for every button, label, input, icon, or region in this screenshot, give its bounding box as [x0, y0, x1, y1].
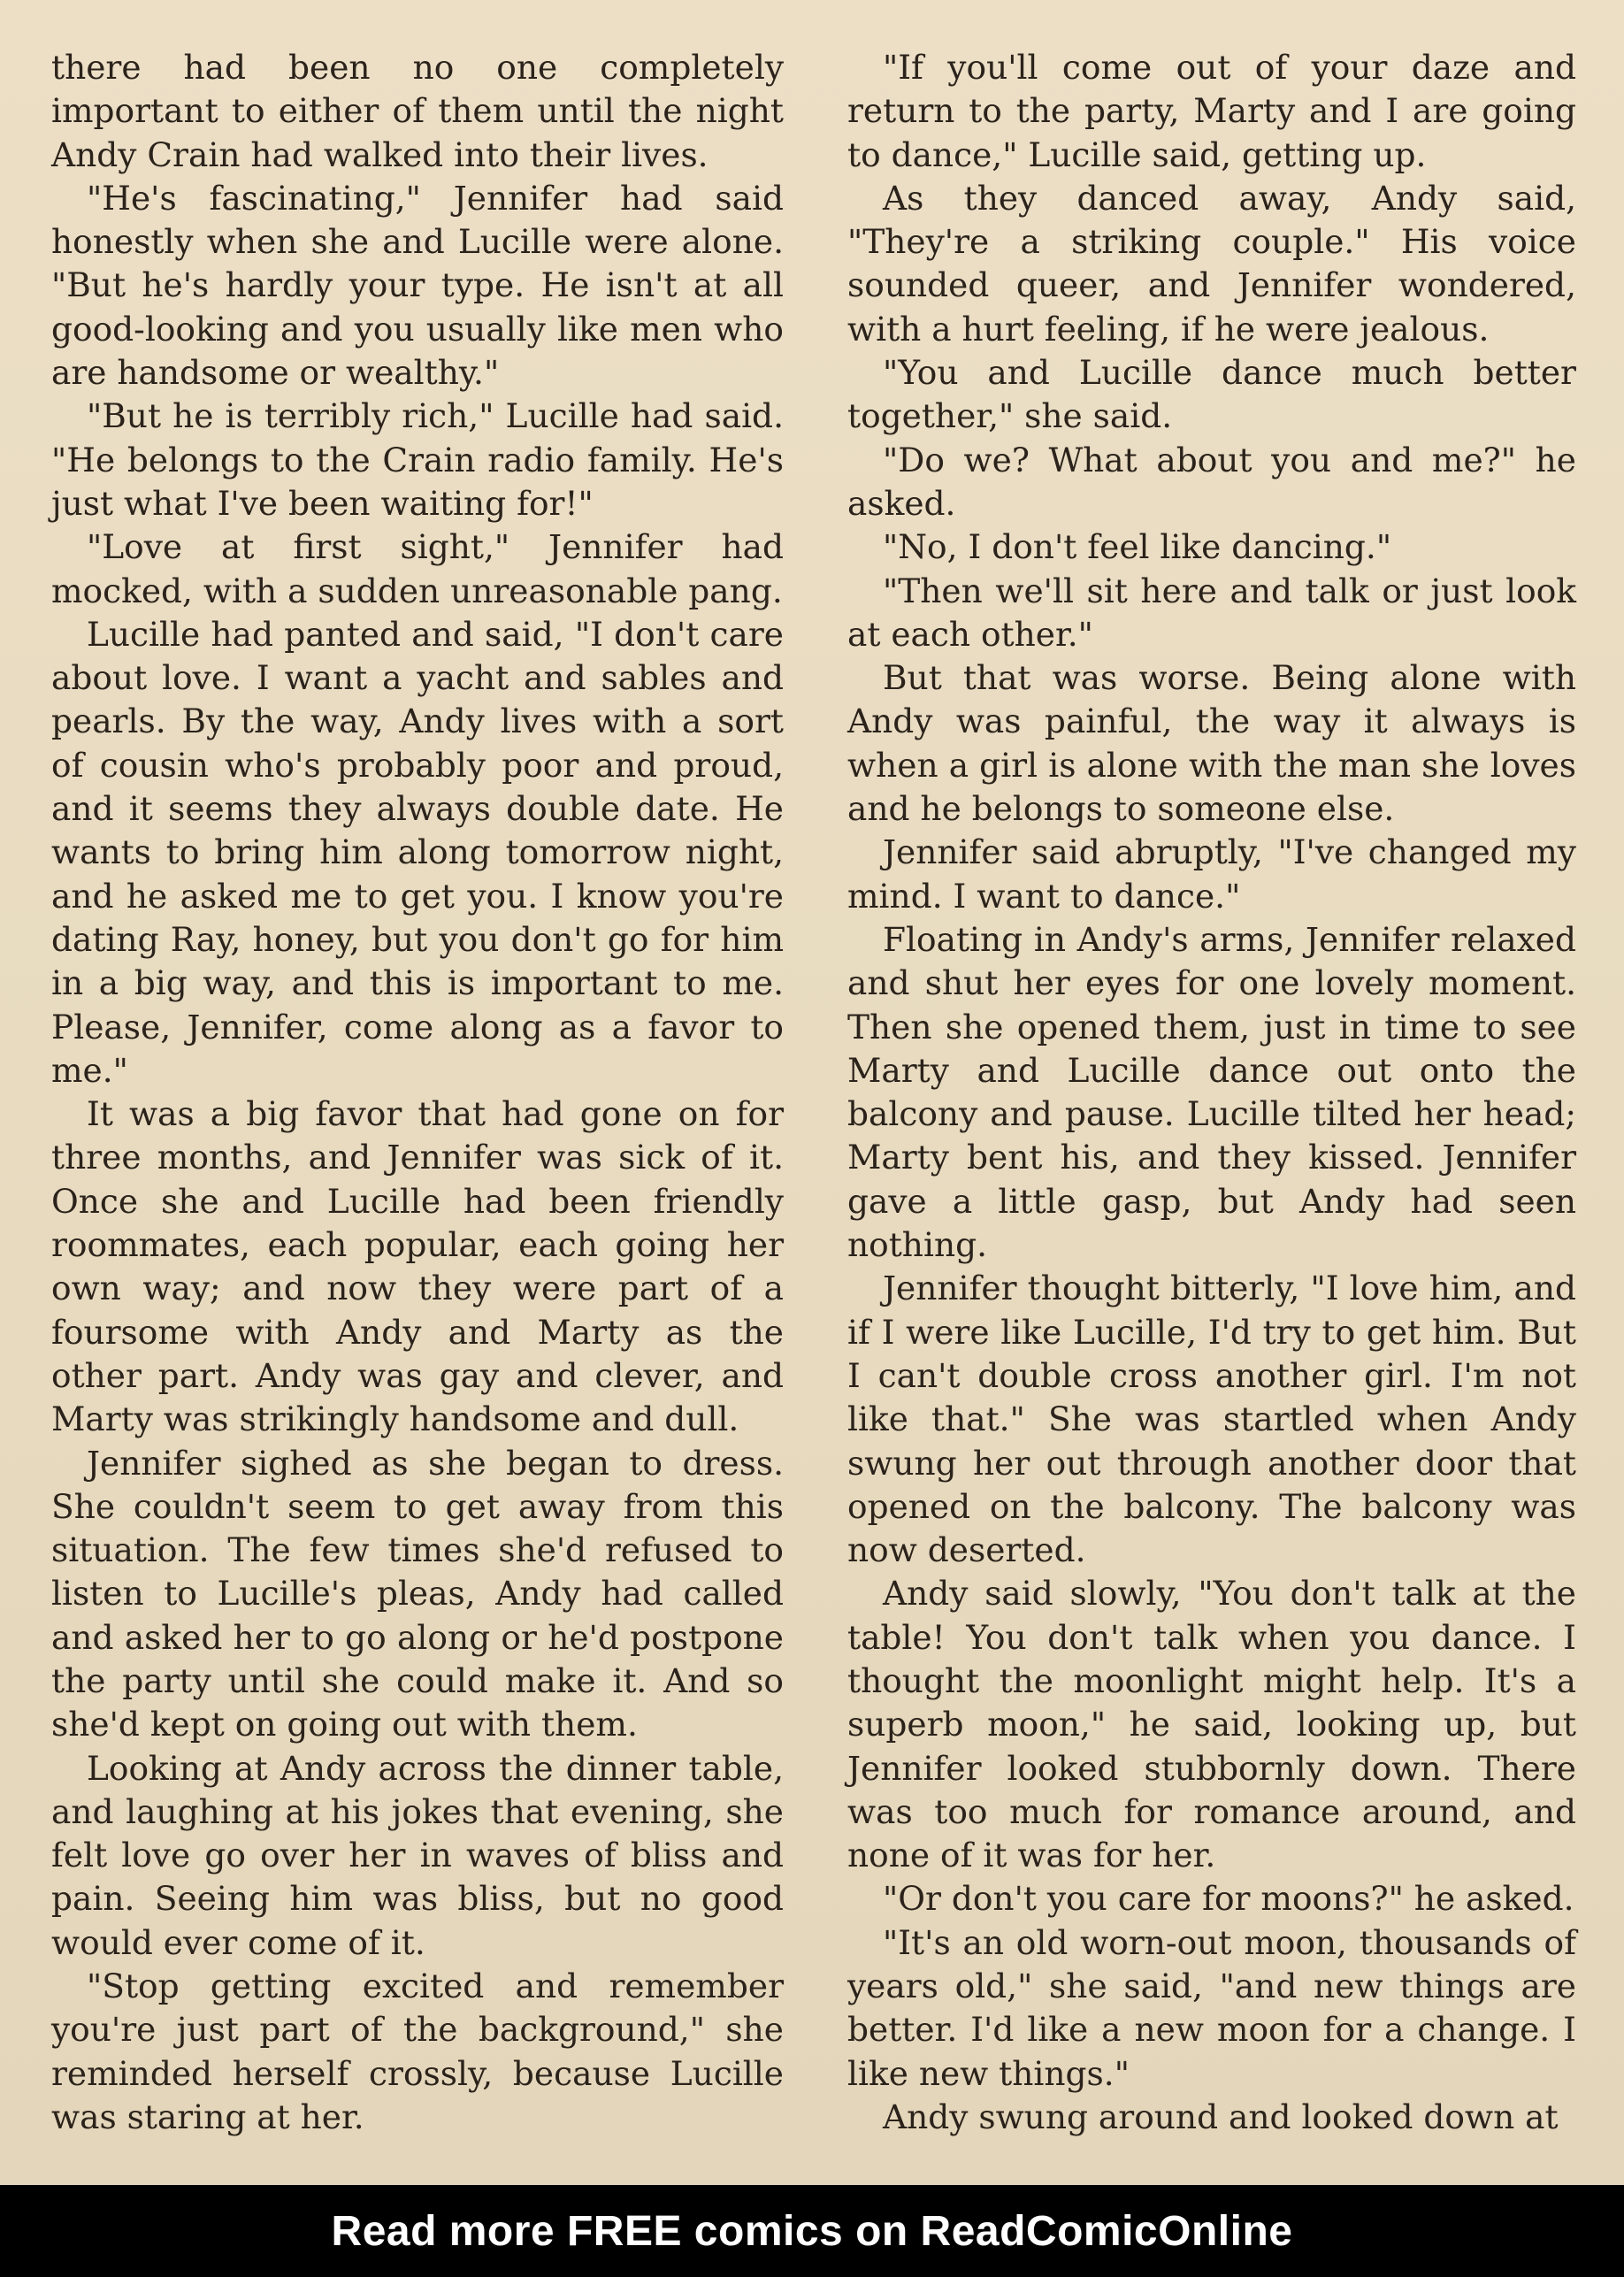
paragraph: Jennifer sighed as she began to dress. She couldn't seem to get away from this situation. The few times she'd refused to listen to Lucille's pleas, Andy had called and asked her to go along or he'd postpone the party until she could make it. And so she'd kept on going out with them. — [51, 1443, 784, 1744]
paragraph: Looking at Andy across the dinner table, and laughing at his jokes that evening, she felt love go over her in waves of bliss and pain. Seeing him was bliss, but no good would ever come of it. — [51, 1748, 784, 1962]
read-more-link[interactable]: Read more FREE comics on ReadComicOnline — [331, 2207, 1293, 2255]
paragraph: "Love at first sight," Jennifer had mocked, with a sudden unreasonable pang. — [51, 527, 784, 610]
paragraph: "Or don't you care for moons?" he asked. — [883, 1879, 1574, 1919]
paragraph: "It's an old worn-out moon, thousands of years old," she said, "and new things are better. I'd like a new moon for a change. I like new things." — [847, 1922, 1576, 2093]
paragraph: Jennifer said abruptly, "I've changed my mind. I want to dance." — [847, 832, 1576, 916]
paragraph: "Stop getting excited and remember you're just part of the background," she reminded herself crossly, because Lucille was staring at her. — [51, 1966, 784, 2136]
paragraph: "You and Lucille dance much better together," she said. — [847, 353, 1576, 436]
paragraph: But that was worse. Being alone with Andy was painful, the way it always is when a girl is alone with the man she loves and he belongs to someone else. — [847, 658, 1576, 829]
right-text-column — [847, 46, 1576, 2139]
paragraph: Andy swung around and looked down at — [883, 2097, 1559, 2136]
promo-footer-bar — [0, 2185, 1624, 2277]
paragraph: "If you'll come out of your daze and return to the party, Marty and I are going to dance," Lucille said, getting up. — [847, 48, 1576, 174]
paragraph: It was a big favor that had gone on for three months, and Jennifer was sick of it. Once she and Lucille had been friendly roommates, each popular, each going her own way; and now they were part of a foursome with Andy and Marty as the other part. Andy was gay and clever, and Marty was strikingly handsome and dull. — [51, 1094, 784, 1439]
left-text-column — [51, 46, 784, 2139]
paragraph: there had been no one completely important to either of them until the night Andy Crain had walked into their lives. — [51, 48, 784, 174]
paragraph: Andy said slowly, "You don't talk at the table! You don't talk when you dance. I thought the moonlight might help. It's a superb moon," he said, looking up, but Jennifer looked stubbornly down. There was too much for romance around, and none of it was for her. — [847, 1574, 1576, 1875]
paragraph: Jennifer thought bitterly, "I love him, and if I were like Lucille, I'd try to get him. But I can't double cross another girl. I'm not like that." She was startled when Andy swung her out through another door that opened on the balcony. The balcony was now deserted. — [847, 1269, 1576, 1570]
paragraph: As they danced away, Andy said, "They're a striking couple." His voice sounded queer, and Jennifer wondered, with a hurt feeling, if he were jealous. — [847, 178, 1576, 349]
paragraph: Lucille had panted and said, "I don't care about love. I want a yacht and sables and pearls. By the way, Andy lives with a sort of cousin who's probably poor and proud, and it seems they always double date. He wants to bring him along tomorrow night, and he asked me to get you. I know you're dating Ray, honey, but you don't go for him in a big way, and this is important to me. Please, Jennifer, come along as a favor to me." — [51, 614, 784, 1090]
paragraph: Floating in Andy's arms, Jennifer relaxed and shut her eyes for one lovely moment. Then she opened them, just in time to see Marty and Lucille dance out onto the balcony and pause. Lucille tilted her head; Marty bent his, and they kissed. Jennifer gave a little gasp, but Andy had seen nothing. — [847, 919, 1576, 1265]
paragraph: "He's fascinating," Jennifer had said honestly when she and Lucille were alone. "But he's hardly your type. He isn't at all good-looking and you usually like men who are handsome or wealthy." — [51, 178, 784, 393]
paragraph: "Do we? What about you and me?" he asked. — [847, 440, 1576, 523]
paragraph: "Then we'll sit here and talk or just look at each other." — [847, 571, 1576, 654]
paragraph: "No, I don't feel like dancing." — [883, 527, 1392, 567]
paragraph: "But he is terribly rich," Lucille had said. "He belongs to the Crain radio family. He's just what I've been waiting for!" — [51, 396, 784, 523]
